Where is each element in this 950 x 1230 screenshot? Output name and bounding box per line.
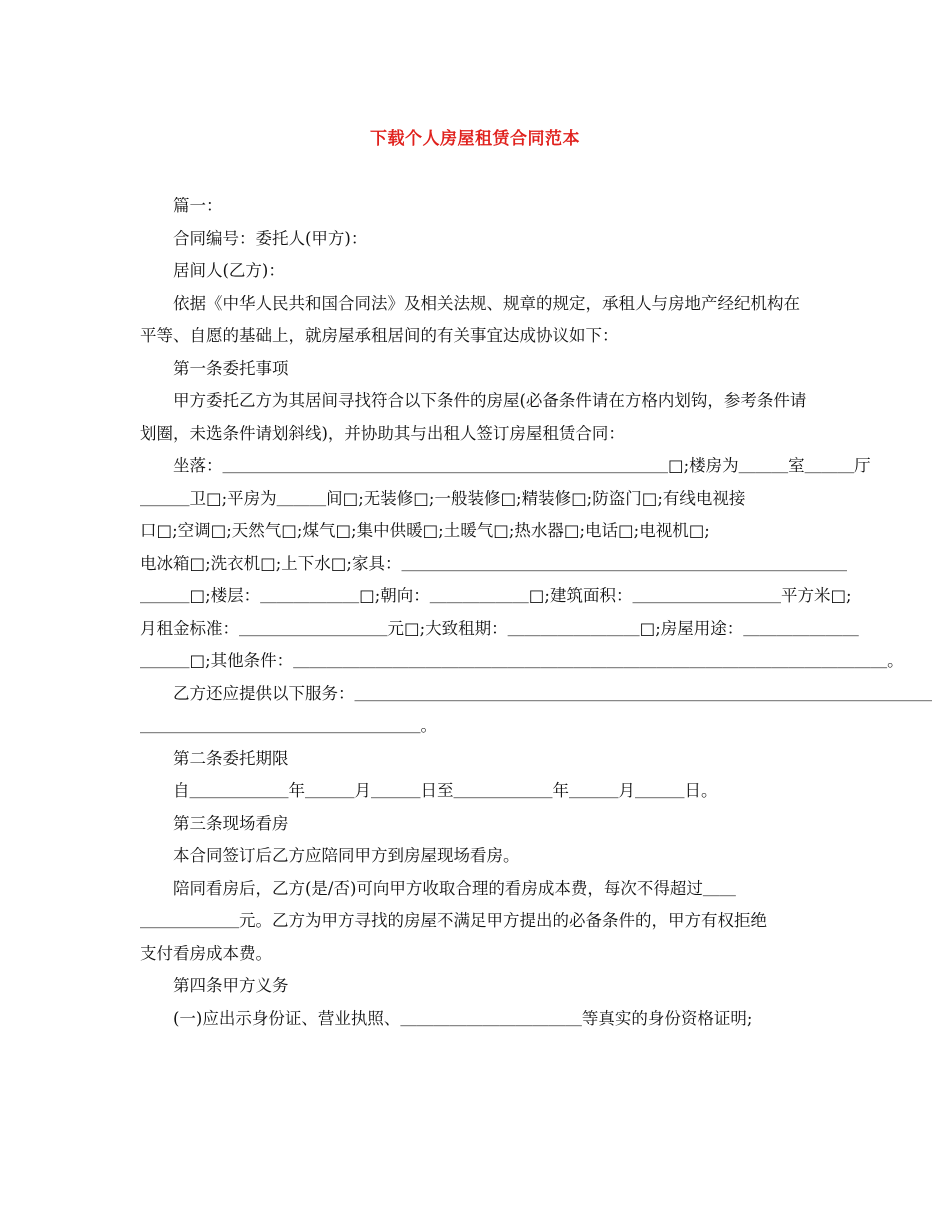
- property-condition-line: 口□;空调□;天然气□;煤气□;集中供暖□;土暖气□;热水器□;电话□;电视机□;: [140, 521, 710, 540]
- article-2-heading: 第二条委托期限: [173, 748, 289, 768]
- document-body: [140, 190, 932, 1035]
- property-condition-line: ＿＿＿卫□;平房为＿＿＿间□;无装修□;一般装修□;精装修□;防盗门□;有线电视接: [140, 488, 746, 508]
- viewing-fee-line: 支付看房成本费。: [140, 943, 272, 963]
- property-condition-line: 电冰箱□;洗衣机□;上下水□;家具：＿＿＿＿＿＿＿＿＿＿＿＿＿＿＿＿＿＿＿＿＿＿＿＿＿＿＿: [140, 553, 847, 573]
- article-4-heading: 第四条甲方义务: [173, 976, 289, 995]
- preamble-paragraph: 依据《中华人民共和国合同法》及相关法规、规章的规定，承租人与房地产经纪机构在平等、自愿的基础上，就房屋承租居间的有关事宜达成协议如下：: [140, 293, 800, 345]
- term-line: 自＿＿＿＿＿＿年＿＿＿月＿＿＿日至＿＿＿＿＿＿年＿＿＿月＿＿＿日。: [173, 781, 718, 800]
- contract-number-line: 合同编号：委托人(甲方)：: [173, 228, 368, 248]
- property-condition-line: ＿＿＿□;楼层：＿＿＿＿＿＿□;朝向：＿＿＿＿＿＿□;建筑面积：＿＿＿＿＿＿＿＿＿平方米□;: [140, 586, 852, 605]
- article-1-heading: 第一条委托事项: [173, 358, 289, 378]
- property-condition-line: 坐落：＿＿＿＿＿＿＿＿＿＿＿＿＿＿＿＿＿＿＿＿＿＿＿＿＿＿＿□;楼房为＿＿＿室＿＿＿厅: [173, 456, 871, 475]
- section-label: 篇一：: [173, 196, 223, 215]
- viewing-fee-line: ＿＿＿＿＿＿元。乙方为甲方寻找的房屋不满足甲方提出的必备条件的，甲方有权拒绝: [140, 911, 767, 930]
- article-4-item-1: (一)应出示身份证、营业执照、＿＿＿＿＿＿＿＿＿＿＿等真实的身份资格证明;: [173, 1008, 753, 1028]
- extra-services-line: ＿＿＿＿＿＿＿＿＿＿＿＿＿＿＿＿＿。: [140, 716, 437, 735]
- property-condition-line: 月租金标准：＿＿＿＿＿＿＿＿＿元□;大致租期：＿＿＿＿＿＿＿＿□;房屋用途：＿＿＿＿＿＿＿: [140, 618, 859, 638]
- property-condition-line: ＿＿＿□;其他条件：＿＿＿＿＿＿＿＿＿＿＿＿＿＿＿＿＿＿＿＿＿＿＿＿＿＿＿＿＿＿＿＿＿＿＿＿。: [140, 651, 904, 670]
- intermediary-line: 居间人(乙方)：: [173, 261, 285, 280]
- document-title: 下载个人房屋租赁合同范本: [370, 129, 580, 149]
- article-3-paragraph: 本合同签订后乙方应陪同甲方到房屋现场看房。: [173, 846, 520, 865]
- article-1-paragraph: 甲方委托乙方为其居间寻找符合以下条件的房屋(必备条件请在方格内划钩，参考条件请划圈，未选条件请划斜线)，并协助其与出租人签订房屋租赁合同：: [140, 391, 807, 443]
- extra-services-line: 乙方还应提供以下服务：＿＿＿＿＿＿＿＿＿＿＿＿＿＿＿＿＿＿＿＿＿＿＿＿＿＿＿＿＿＿＿＿＿＿＿: [173, 683, 932, 703]
- viewing-fee-line: 陪同看房后，乙方(是/否)可向甲方收取合理的看房成本费，每次不得超过＿＿: [173, 878, 736, 898]
- article-3-heading: 第三条现场看房: [173, 813, 289, 833]
